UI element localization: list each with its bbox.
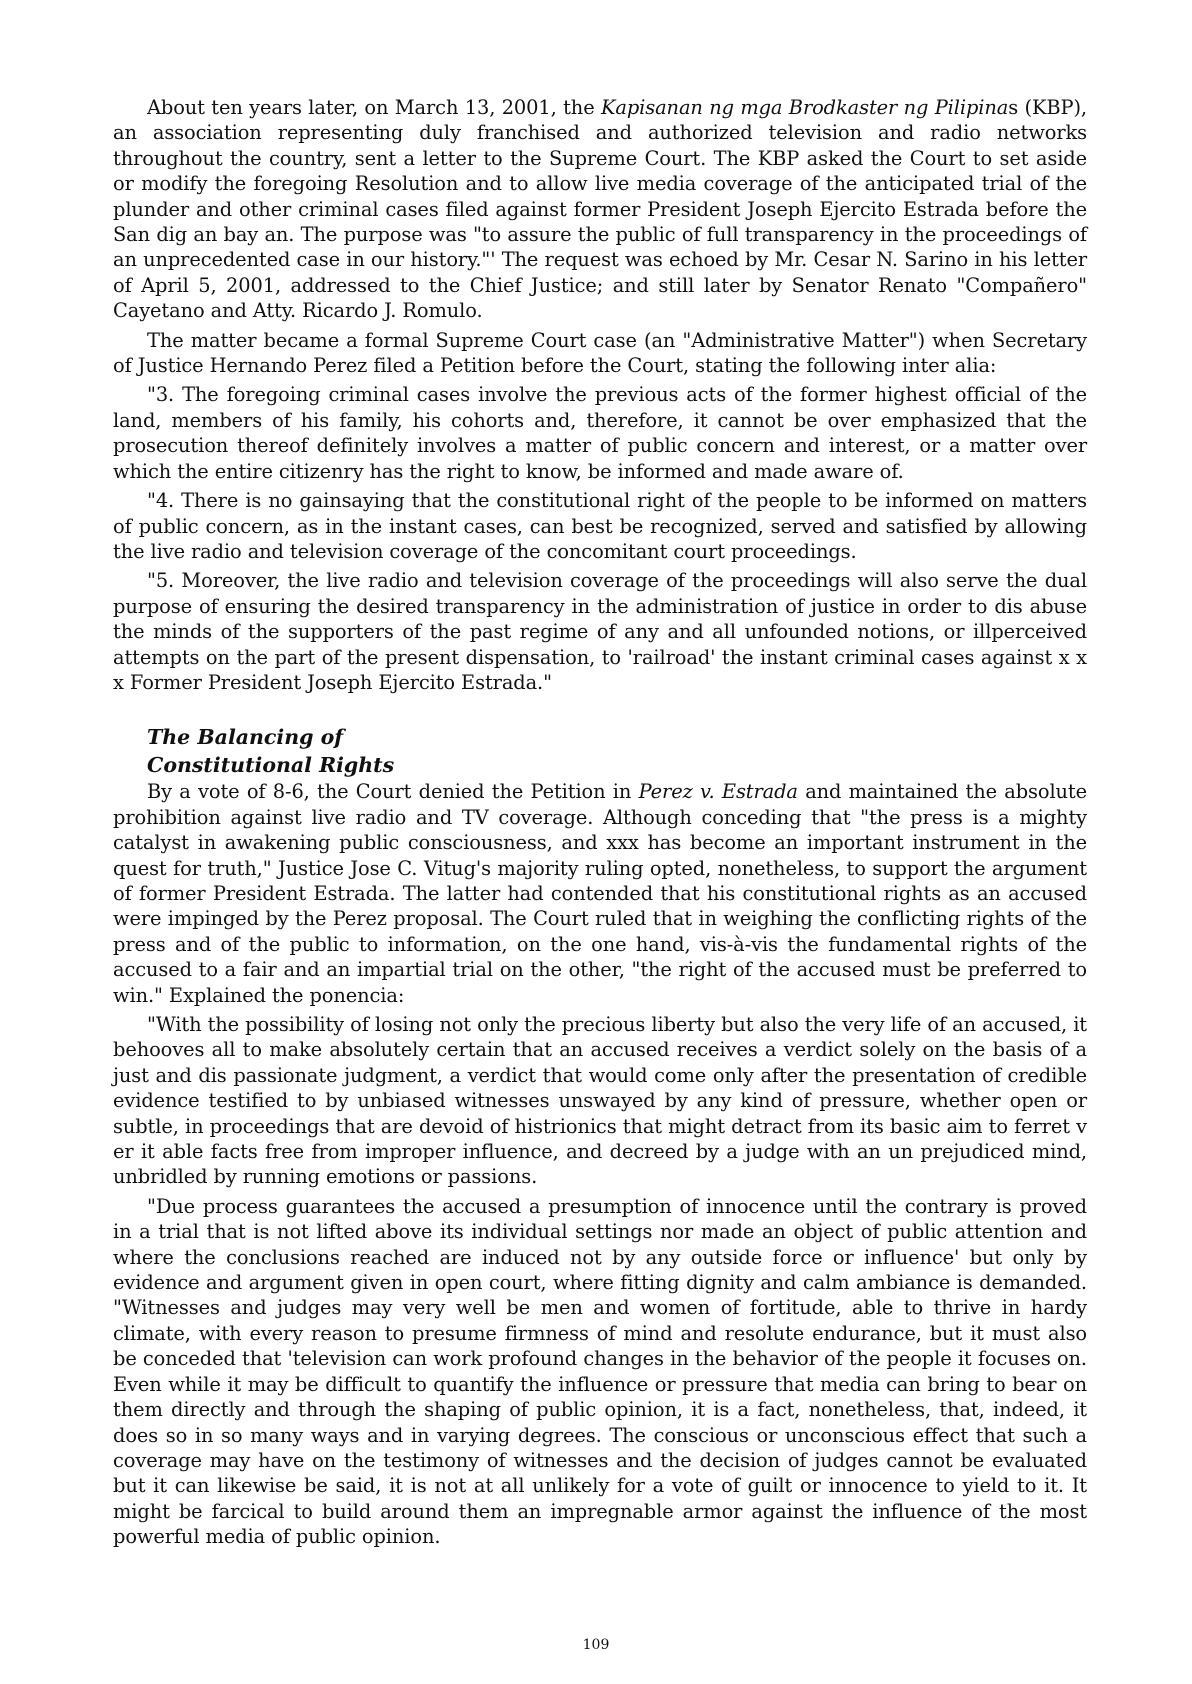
text-run: s (KBP), an association representing duly franchised and authorized television and radio networks throughout the country, sent a letter to the Supreme Court. The KBP asked the Court to set aside or modify the foregoing Resolution and to allow live media coverage of the anticipated trial of the plunder and other criminal cases filed against former President Joseph Ejercito Estrada before the San dig an bay an. The purpose was "to assure the public of full transparency in the proceedings of an unprecedented case in our history."' The request was echoed by Mr. Cesar N. Sarino in his letter of April 5, 2001, addressed to the Chief Justice; and still later by Senator Renato "Compañero" Cayetano and Atty. Ricardo J. Romulo. [113, 96, 1087, 323]
paragraph [113, 488, 1087, 564]
text-run: The matter became a formal Supreme Court case (an "Administrative Matter") when Secretary of Justice Hernando Perez filed a Petition before the Court, stating the following inter alia: [113, 328, 1087, 378]
body-text-after-heading [113, 779, 1087, 1549]
text-run: "5. Moreover, the live radio and television coverage of the proceedings will also serve the dual purpose of ensuring the desired transparency in the administration of justice in order to dis abuse the minds of the supporters of the past regime of any and all unfounded notions, or illperceived attempts on the part of the present dispensation, to 'railroad' the instant criminal cases against x x x Former President Joseph Ejercito Estrada." [113, 569, 1087, 694]
italic-text: Kapisanan ng mga Brodkaster ng Pilipina [600, 96, 1009, 119]
paragraph [113, 95, 1087, 324]
section-heading [147, 723, 1087, 779]
text-run: and maintained the absolute prohibition against live radio and TV coverage. Although conceding that "the press is a mighty catalyst in awakening public consciousness, and xxx has become an important instrument in the quest for truth," Justice Jose C. Vitug's majority ruling opted, nonetheless, to support the argument of former President Estrada. The latter had contended that his constitutional rights as an accused were impinged by the Perez proposal. The Court ruled that in weighing the conflicting rights of the press and of the public to information, on the one hand, vis-à-vis the fundamental rights of the accused to a fair and an impartial trial on the other, "the right of the accused must be preferred to win." Explained the ponencia: [113, 780, 1087, 1007]
text-run: "With the possibility of losing not only the precious liberty but also the very life of an accused, it behooves all to make absolutely certain that an accused receives a verdict solely on the basis of a just and dis passionate judgment, a verdict that would come only after the presentation of credible evidence testified to by unbiased witnesses unswayed by any kind of pressure, whether open or subtle, in proceedings that are devoid of histrionics that might detract from its basic aim to ferret v er it able facts free from improper influence, and decreed by a judge with an un prejudiced mind, unbridled by running emotions or passions. [113, 1013, 1087, 1189]
text-run: "4. There is no gainsaying that the constitutional right of the people to be informed on matters of public concern, as in the instant cases, can best be recognized, served and satisfied by allowing the live radio and television coverage of the concomitant court proceedings. [113, 489, 1087, 563]
text-run: About ten years later, on March 13, 2001, the [147, 96, 601, 119]
paragraph [113, 1012, 1087, 1190]
section-heading-line-2: Constitutional Rights [147, 753, 395, 778]
document-page [113, 95, 1087, 1554]
italic-text: Perez v. Estrada [638, 780, 798, 804]
paragraph [113, 328, 1087, 379]
text-run: "3. The foregoing criminal cases involve the previous acts of the former highest official of the land, members of his family, his cohorts and, therefore, it cannot be over emphasized that the prosecution thereof definitely involves a matter of public concern and interest, or a matter over which the entire citizenry has the right to know, be informed and made aware of. [113, 383, 1087, 483]
body-text-before-heading [113, 95, 1087, 695]
paragraph [113, 1194, 1087, 1550]
text-run: "Due process guarantees the accused a presumption of innocence until the contrary is proved in a trial that is not lifted above its individual settings nor made an object of public attention and where the conclusions reached are induced not by any outside force or influence' but only by evidence and argument given in open court, where fitting dignity and calm ambiance is demanded. "Witnesses and judges may very well be men and women of fortitude, able to thrive in hardy climate, with every reason to presume firmness of mind and resolute endurance, but it must also be conceded that 'television can work profound changes in the behavior of the people it focuses on. Even while it may be difficult to quantify the influence or pressure that media can bring to bear on them directly and through the shaping of public opinion, it is a fact, nonetheless, that, indeed, it does so in so many ways and in varying degrees. The conscious or unconscious effect that such a coverage may have on the testimony of witnesses and the decision of judges cannot be evaluated but it can likewise be said, it is not at all unlikely for a vote of guilt or innocence to yield to it. It might be farcical to build around them an impregnable armor against the influence of the most powerful media of public opinion. [113, 1194, 1087, 1549]
section-heading-line-1: The Balancing of [147, 725, 344, 750]
paragraph [113, 382, 1087, 484]
text-run: By a vote of 8-6, the Court denied the Petition in [147, 780, 639, 804]
paragraph [113, 779, 1087, 1008]
paragraph [113, 568, 1087, 695]
page-number: 109 [582, 1637, 610, 1653]
